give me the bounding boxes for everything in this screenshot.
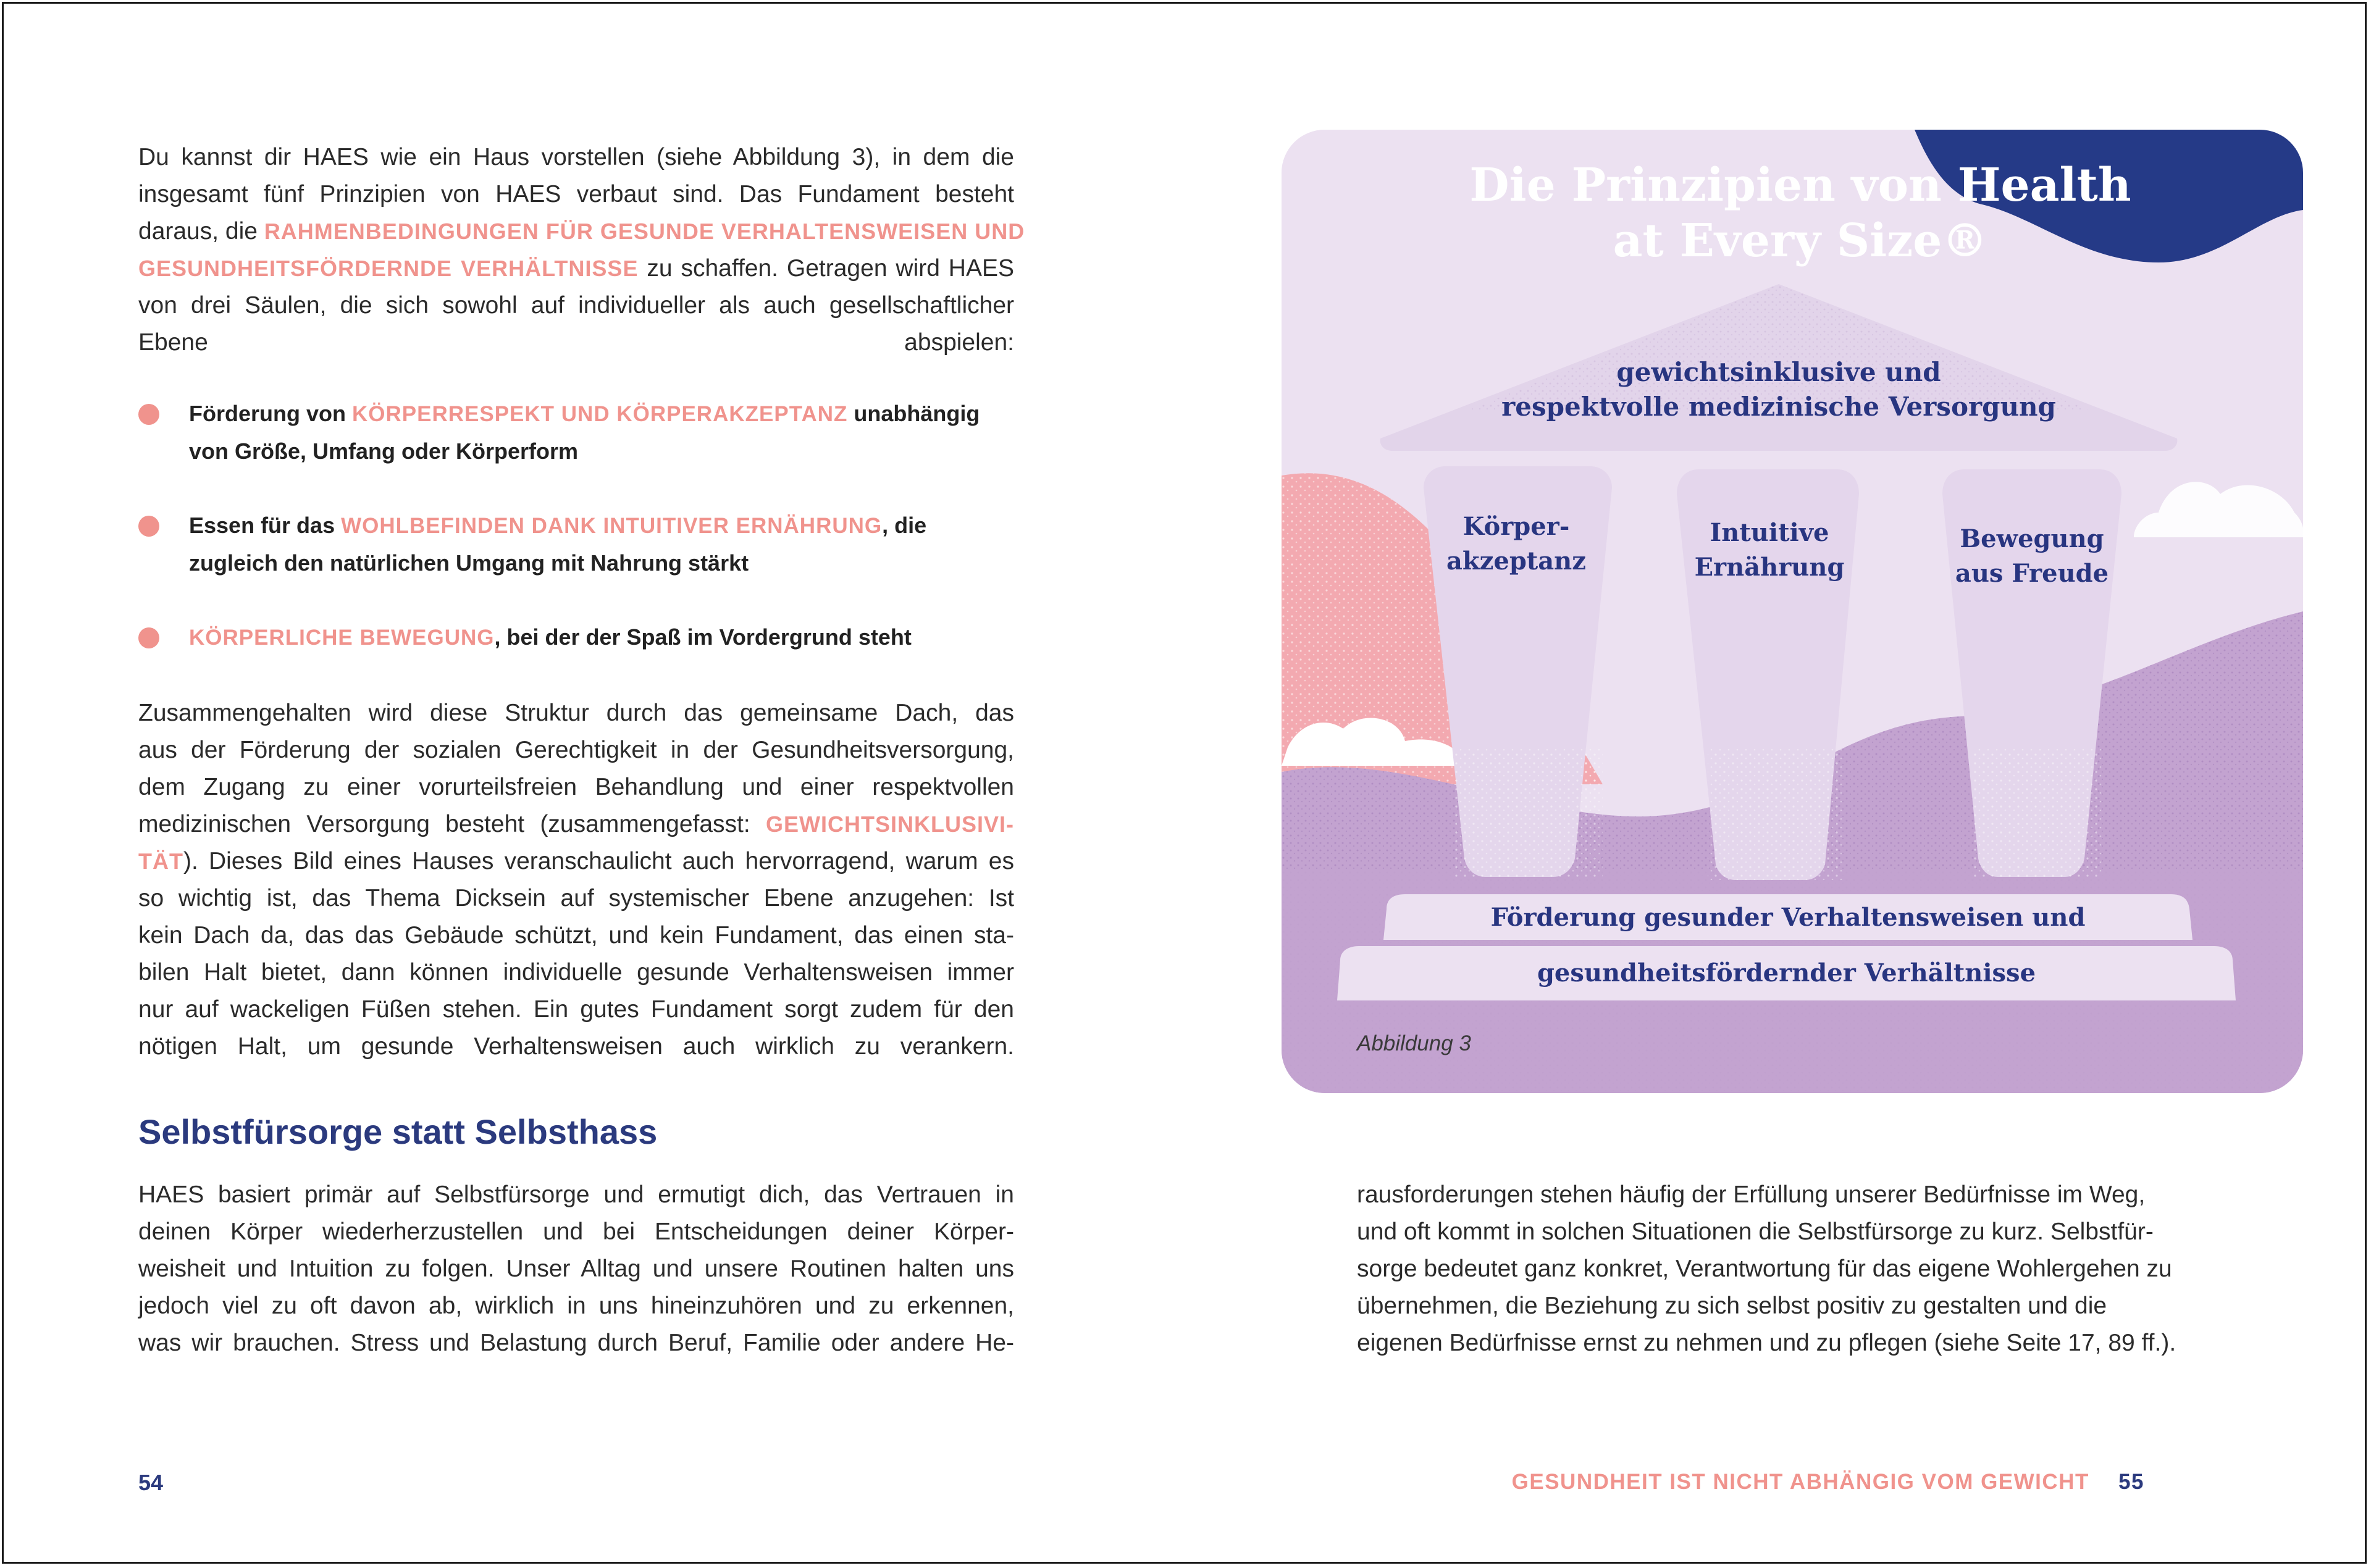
text-line: sorge bedeutet ganz konkret, Verantwortung für das eigene Wohlergehen zu [1357,1256,2172,1282]
roof-label: gewichtsinklusive und respektvolle medizinische Versorgung [1501,357,2056,422]
highlight-term: GEWICHTSINKLUSIVI- [766,811,1014,837]
list-item: Förderung von KÖRPERRESPEKT UND KÖRPERAKZEPTANZ unabhängig von Größe, Umfang oder Körperform [138,395,1028,470]
bullet-dot-icon [138,516,159,537]
selfcare-paragraph [138,1176,1014,1362]
text-line: daraus, die RAHMENBEDINGUNGEN FÜR GESUNDE VERHALTENSWEISEN UND [138,218,1025,245]
figure-title: Die Prinzipien von Health at Every Size® [1469,159,2131,267]
highlight-term: RAHMENBEDINGUNGEN FÜR GESUNDE VERHALTENSWEISEN UND [264,219,1025,244]
structure-paragraph [138,695,1014,1065]
text-line: kein Dach da, das das Gebäude schützt, und kein Fundament, das einen sta- [138,922,1014,949]
bullet-dot-icon [138,627,159,648]
page-number-right: 55 [2118,1470,2144,1494]
foundation-label-1: Förderung gesunder Verhaltensweisen und [1490,903,2086,932]
text-line: rausforderungen stehen häufig der Erfüllung unserer Bedürfnisse im Weg, [1357,1181,2146,1208]
text-line: übernehmen, die Beziehung zu sich selbst positiv zu gestalten und die [1357,1293,2107,1319]
text-line: bilen Halt bietet, dann können individuelle gesunde Verhaltensweisen immer [138,959,1014,986]
list-item: Essen für das WOHLBEFINDEN DANK INTUITIVER ERNÄHRUNG, die zugleich den natürlichen Umgang mit Nahrung stärkt [138,507,1028,582]
text-line: GESUNDHEITSFÖRDERNDE VERHÄLTNISSE zu schaffen. Getragen wird HAES [138,255,1015,282]
text-line: so wichtig ist, das Thema Dicksein auf systemischer Ebene anzugehen: Ist [138,885,1014,912]
section-title: Selbstfürsorge statt Selbsthass [138,1112,658,1151]
text-line: Zusammengehalten wird diese Struktur durch das gemeinsame Dach, das [138,700,1014,726]
text-line: von drei Säulen, die sich sowohl auf individueller als auch gesellschaftlicher [138,292,1014,319]
foundation-label-2: gesundheitsfördernder Verhältnisse [1537,958,2036,987]
continued-paragraph [1357,1176,2228,1362]
text-line: nur auf wackeligen Füßen stehen. Ein gutes Fundament sorgt zudem für den [138,996,1014,1023]
highlight-term: WOHLBEFINDEN DANK INTUITIVER ERNÄHRUNG [341,514,883,538]
highlight-term: KÖRPERLICHE BEWEGUNG [189,626,495,650]
text-line: weisheit und Intuition zu folgen. Unser Alltag und unsere Routinen halten uns [138,1256,1014,1282]
text-line: Ebene abspielen: [138,329,1014,356]
highlight-term: KÖRPERRESPEKT UND KÖRPERAKZEPTANZ [352,402,848,426]
figure-illustration [1282,130,2303,1093]
text-line: was wir brauchen. Stress und Belastung durch Beruf, Familie oder andere He- [138,1330,1014,1356]
intro-paragraph [138,139,1025,361]
text-line: medizinischen Versorgung besteht (zusammengefasst: GEWICHTSINKLUSIVI- [138,811,1014,837]
page-number-left: 54 [138,1470,164,1495]
text-line: insgesamt fünf Prinzipien von HAES verbaut sind. Das Fundament besteht [138,181,1014,208]
text-line: dem Zugang zu einer vorurteilsfreien Behandlung und einer respektvollen [138,774,1014,800]
text-line: eigenen Bedürfnisse ernst zu nehmen und zu pflegen (siehe Seite 17, 89 ff.). [1357,1330,2176,1356]
bullet-dot-icon [138,404,159,425]
pillar-1-label: Körper- akzeptanz [1446,512,1586,576]
text-line: aus der Förderung der sozialen Gerechtigkeit in der Gesundheitsversorgung, [138,737,1014,763]
highlight-term: GESUNDHEITSFÖRDERNDE VERHÄLTNISSE [138,256,639,281]
highlight-term: TÄT [138,849,183,874]
text-line: TÄT). Dieses Bild eines Hauses veranschaulicht auch hervorragend, warum es [138,848,1014,874]
text-line: HAES basiert primär auf Selbstfürsorge und ermutigt dich, das Vertrauen in [138,1181,1014,1208]
text-line: Du kannst dir HAES wie ein Haus vorstellen (siehe Abbildung 3), in dem die [138,144,1014,170]
running-head: GESUNDHEIT IST NICHT ABHÄNGIG VOM GEWICHT 55 [1511,1470,2144,1494]
haes-house-figure [1282,130,2303,1093]
text-line: und oft kommt in solchen Situationen die Selbstfürsorge zu kurz. Selbstfür- [1357,1218,2154,1245]
pillar-2-label: Intuitive Ernährung [1694,518,1845,582]
list-item: KÖRPERLICHE BEWEGUNG, bei der der Spaß im Vordergrund steht [138,619,1028,656]
text-line: deinen Körper wiederherzustellen und bei Entscheidungen deiner Körper- [138,1218,1014,1245]
principles-list [138,395,1028,694]
text-line: jedoch viel zu oft davon ab, wirklich in uns hineinzuhören und zu erkennen, [138,1293,1014,1319]
figure-caption: Abbildung 3 [1357,1031,1471,1055]
pillar-3-label: Bewegung aus Freude [1955,524,2109,588]
text-line: nötigen Halt, um gesunde Verhaltensweisen auch wirklich zu verankern. [138,1033,1014,1060]
